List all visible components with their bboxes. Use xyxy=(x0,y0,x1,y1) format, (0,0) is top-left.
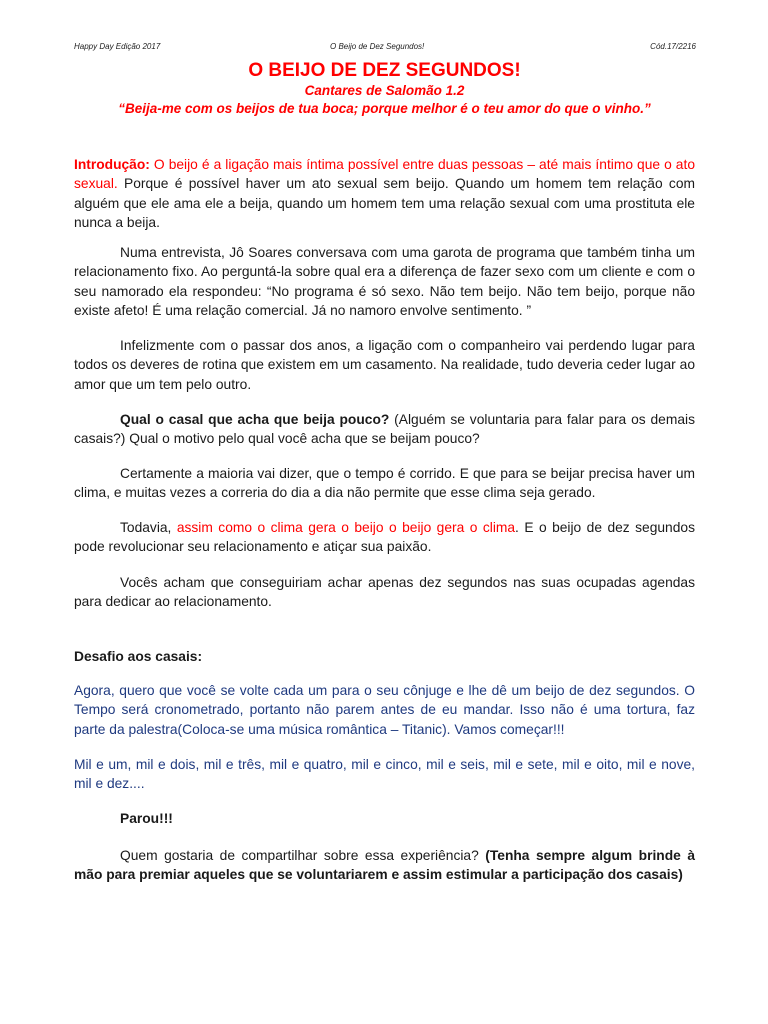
scripture-reference: Cantares de Salomão 1.2 xyxy=(304,83,465,98)
intro-text: Porque é possível haver um ato sexual sem beijo. Quando um homem tem relação com alguém que ele ama ele a beija, quando um homem tem uma relação sexual com uma prostituta ele nunca a beija. xyxy=(74,176,695,231)
however-start: Todavia, xyxy=(120,520,177,535)
find-paragraph: Vocês acham que conseguiriam achar apenas dez segundos nas suas ocupadas agendas para dedicar ao relacionamento. xyxy=(74,575,695,610)
stop-text: Parou!!! xyxy=(120,811,173,826)
title-block xyxy=(74,60,695,118)
share-paragraph xyxy=(74,846,695,885)
interview-paragraph: Numa entrevista, Jô Soares conversava com uma garota de programa que também tinha um relacionamento fixo. Ao perguntá-la sobre qual era a diferença de fazer sexo com um cliente e com o seu namorado ela respondeu: “No programa é só sexo. Não tem beijo. Não tem beijo, porque não existe afeto! É uma relação comercial. Já no namoro envolve sentimento. ” xyxy=(74,245,695,319)
share-bold: (Tenha sempre algum brinde à mão para premiar aqueles que se voluntariarem e assim estimular a participação dos casais) xyxy=(74,848,696,883)
intro-red-text: O beijo é a ligação mais íntima possível entre duas pessoas – até mais íntimo que o ato sexual. xyxy=(74,157,695,192)
intro-paragraph xyxy=(74,155,695,233)
page-title: O BEIJO DE DEZ SEGUNDOS! xyxy=(248,60,521,81)
years-paragraph: Infelizmente com o passar dos anos, a ligação com o companheiro vai perdendo lugar para todos os deveres de rotina que existem em um casamento. Na realidade, tudo deveria ceder lugar ao amor que um tem pelo outro. xyxy=(74,338,695,392)
however-red: assim como o clima gera o beijo o beijo gera o clima xyxy=(176,520,516,535)
count-paragraph: Mil e um, mil e dois, mil e três, mil e quatro, mil e cinco, mil e seis, mil e sete, mil e oito, mil e nove, mil e dez.... xyxy=(74,757,695,792)
question-text: (Alguém se voluntaria para falar para os demais casais?) Qual o motivo pelo qual você acha que se beijam pouco? xyxy=(74,412,695,447)
challenge-heading xyxy=(74,647,695,666)
question-paragraph xyxy=(74,410,695,449)
question-bold: Qual o casal que acha que beija pouco? xyxy=(120,412,390,427)
header-title: O Beijo de Dez Segundos! xyxy=(330,42,425,51)
however-paragraph xyxy=(74,518,695,557)
header-edition: Happy Day Edição 2017 xyxy=(74,42,161,51)
stop-paragraph xyxy=(74,809,695,828)
scripture-verse: “Beija-me com os beijos de tua boca; porque melhor é o teu amor do que o vinho.” xyxy=(118,101,651,116)
header-code: Cód.17/2216 xyxy=(650,42,696,51)
share-text: Quem gostaria de compartilhar sobre essa experiência? xyxy=(120,848,486,863)
time-paragraph: Certamente a maioria vai dizer, que o tempo é corrido. E que para se beijar precisa haver um clima, e muitas vezes a correria do dia a dia não permite que esse clima seja gerado. xyxy=(74,466,695,501)
challenge-heading-text: Desafio aos casais: xyxy=(74,649,203,664)
however-end: . E o beijo de dez segundos pode revolucionar seu relacionamento e atiçar sua paixão. xyxy=(74,520,695,555)
intro-label: Introdução: xyxy=(74,157,150,172)
now-paragraph: Agora, quero que você se volte cada um para o seu cônjuge e lhe dê um beijo de dez segundos. O Tempo será cronometrado, portanto não parem antes de eu mandar. Isso não é uma tortura, faz parte da palestra(Coloca-se uma música romântica – Titanic). Vamos começar!!! xyxy=(74,683,695,737)
